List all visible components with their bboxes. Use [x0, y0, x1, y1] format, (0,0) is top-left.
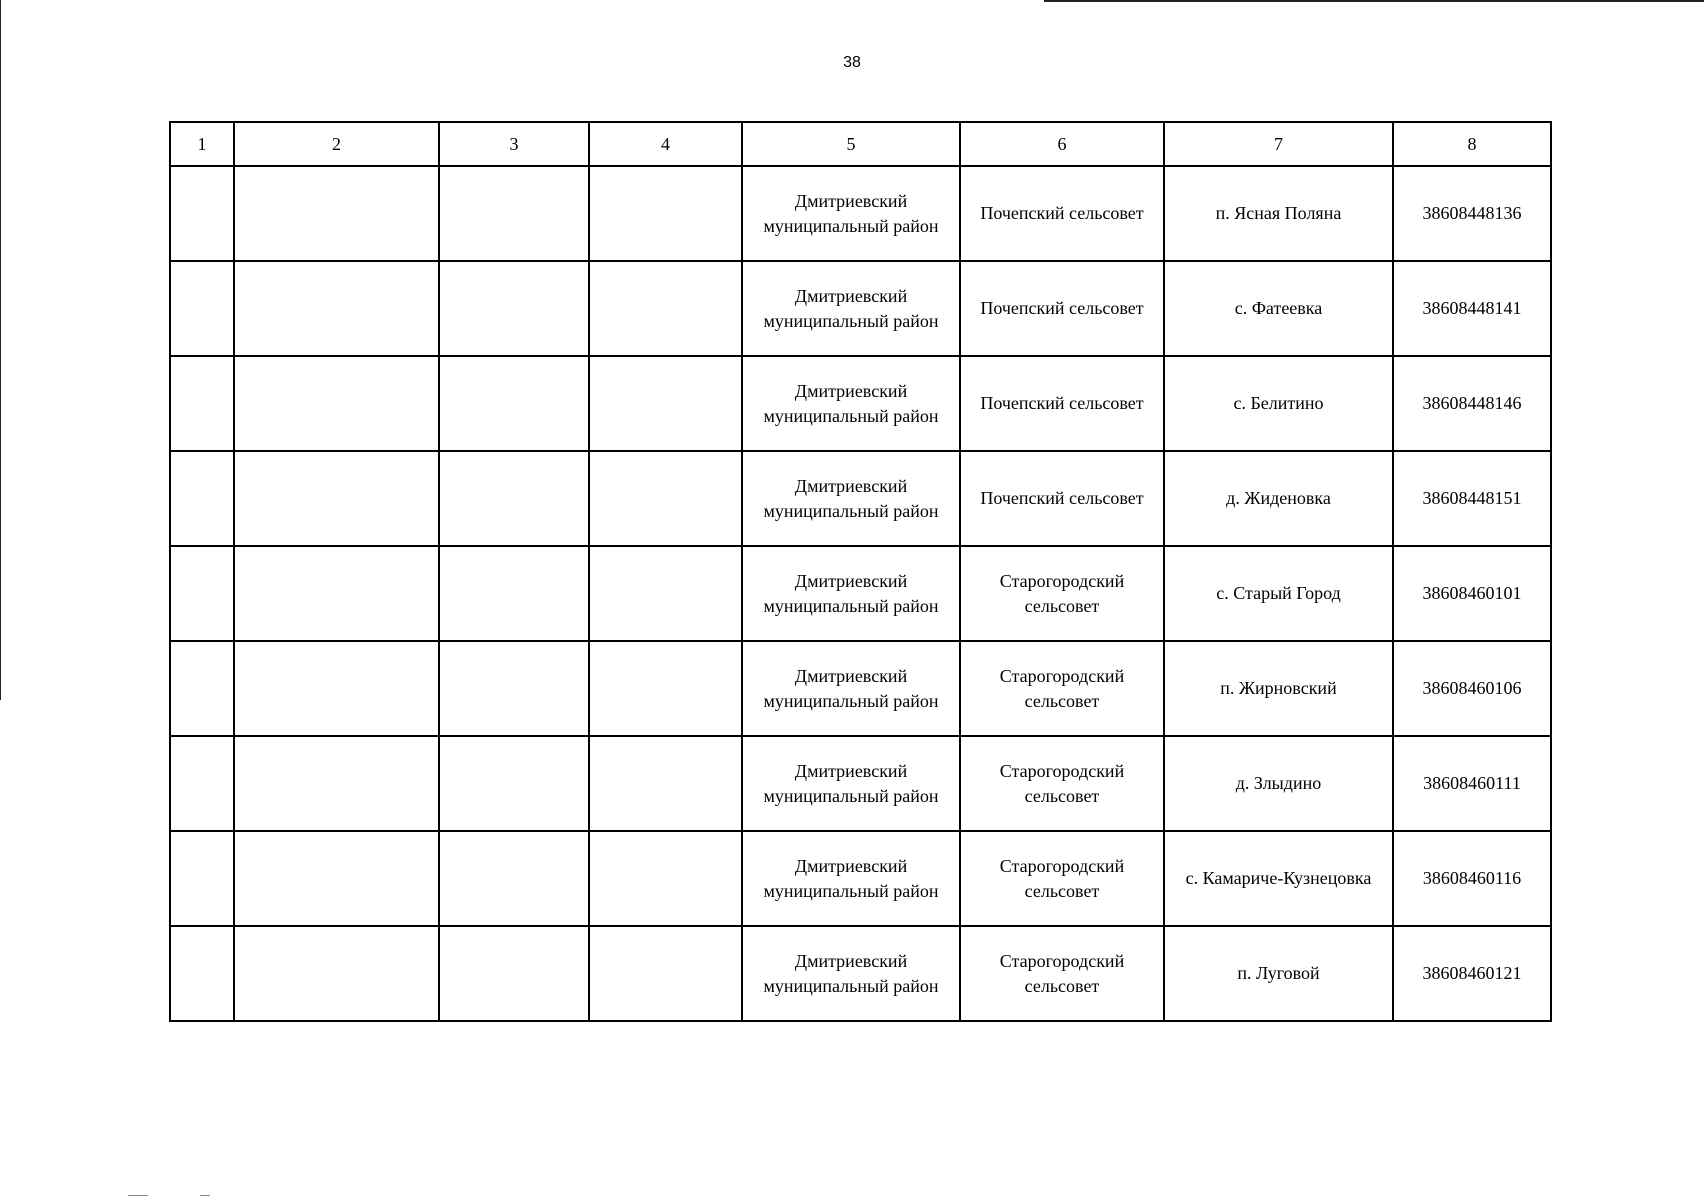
- scan-border-left: [0, 0, 1, 700]
- cell-code: 38608448141: [1393, 261, 1551, 356]
- cell-council: Почепский сельсовет: [960, 261, 1164, 356]
- header-cell-7: 7: [1164, 122, 1393, 166]
- cell-col4: [589, 926, 742, 1021]
- cell-code: 38608460101: [1393, 546, 1551, 641]
- cell-settlement: с. Старый Город: [1164, 546, 1393, 641]
- cell-col1: [170, 641, 234, 736]
- cell-col4: [589, 356, 742, 451]
- cell-settlement: д. Жиденовка: [1164, 451, 1393, 546]
- cell-col2: [234, 546, 439, 641]
- cell-col2: [234, 641, 439, 736]
- page-number: 38: [843, 54, 861, 71]
- cell-col3: [439, 546, 589, 641]
- cell-col1: [170, 261, 234, 356]
- cell-code: 38608460106: [1393, 641, 1551, 736]
- cell-col1: [170, 926, 234, 1021]
- cell-district: Дмитриевский муниципальный район: [742, 356, 960, 451]
- table-row: [170, 831, 1551, 926]
- cell-settlement: с. Камариче-Кузнецовка: [1164, 831, 1393, 926]
- cell-settlement: п. Луговой: [1164, 926, 1393, 1021]
- header-cell-1: 1: [170, 122, 234, 166]
- table-row: [170, 451, 1551, 546]
- scan-border-top: [1044, 0, 1704, 2]
- cell-council: Старогородский сельсовет: [960, 736, 1164, 831]
- cell-col3: [439, 736, 589, 831]
- table-row: [170, 261, 1551, 356]
- cell-col1: [170, 546, 234, 641]
- cell-col2: [234, 451, 439, 546]
- cell-district: Дмитриевский муниципальный район: [742, 261, 960, 356]
- cell-col4: [589, 641, 742, 736]
- cell-settlement: с. Белитино: [1164, 356, 1393, 451]
- cell-council: Старогородский сельсовет: [960, 641, 1164, 736]
- settlements-table: [169, 121, 1552, 1022]
- cell-col3: [439, 641, 589, 736]
- cell-col3: [439, 451, 589, 546]
- cell-col1: [170, 451, 234, 546]
- cell-col2: [234, 356, 439, 451]
- header-cell-5: 5: [742, 122, 960, 166]
- cell-col3: [439, 356, 589, 451]
- cell-district: Дмитриевский муниципальный район: [742, 451, 960, 546]
- cell-col1: [170, 831, 234, 926]
- header-cell-6: 6: [960, 122, 1164, 166]
- cell-col1: [170, 166, 234, 261]
- cell-code: 38608448151: [1393, 451, 1551, 546]
- cell-district: Дмитриевский муниципальный район: [742, 831, 960, 926]
- cell-council: Почепский сельсовет: [960, 166, 1164, 261]
- cell-council: Почепский сельсовет: [960, 451, 1164, 546]
- cell-district: Дмитриевский муниципальный район: [742, 926, 960, 1021]
- cell-code: 38608460111: [1393, 736, 1551, 831]
- cell-col4: [589, 451, 742, 546]
- cell-settlement: д. Злыдино: [1164, 736, 1393, 831]
- cell-council: Старогородский сельсовет: [960, 831, 1164, 926]
- cell-col3: [439, 926, 589, 1021]
- cell-district: Дмитриевский муниципальный район: [742, 641, 960, 736]
- table-row: [170, 736, 1551, 831]
- cell-settlement: с. Фатеевка: [1164, 261, 1393, 356]
- cell-col2: [234, 831, 439, 926]
- cell-col4: [589, 831, 742, 926]
- cell-code: 38608460116: [1393, 831, 1551, 926]
- cell-col2: [234, 926, 439, 1021]
- cell-council: Почепский сельсовет: [960, 356, 1164, 451]
- cell-col3: [439, 831, 589, 926]
- cell-district: Дмитриевский муниципальный район: [742, 546, 960, 641]
- table-row: [170, 166, 1551, 261]
- cell-district: Дмитриевский муниципальный район: [742, 736, 960, 831]
- table-row: [170, 356, 1551, 451]
- cell-code: 38608460121: [1393, 926, 1551, 1021]
- cell-col4: [589, 546, 742, 641]
- cell-settlement: п. Жирновский: [1164, 641, 1393, 736]
- cell-settlement: п. Ясная Поляна: [1164, 166, 1393, 261]
- cell-col2: [234, 736, 439, 831]
- cell-council: Старогородский сельсовет: [960, 546, 1164, 641]
- header-cell-4: 4: [589, 122, 742, 166]
- scan-mark: [200, 1195, 210, 1196]
- cell-council: Старогородский сельсовет: [960, 926, 1164, 1021]
- cell-col4: [589, 166, 742, 261]
- cell-col1: [170, 736, 234, 831]
- cell-col4: [589, 261, 742, 356]
- cell-code: 38608448136: [1393, 166, 1551, 261]
- cell-col2: [234, 261, 439, 356]
- cell-col3: [439, 166, 589, 261]
- header-cell-2: 2: [234, 122, 439, 166]
- cell-col1: [170, 356, 234, 451]
- header-cell-3: 3: [439, 122, 589, 166]
- scan-mark: [128, 1195, 148, 1196]
- header-row: [170, 122, 1551, 166]
- cell-district: Дмитриевский муниципальный район: [742, 166, 960, 261]
- cell-col2: [234, 166, 439, 261]
- table-row: [170, 546, 1551, 641]
- table-row: [170, 926, 1551, 1021]
- header-cell-8: 8: [1393, 122, 1551, 166]
- table-row: [170, 641, 1551, 736]
- cell-code: 38608448146: [1393, 356, 1551, 451]
- cell-col4: [589, 736, 742, 831]
- cell-col3: [439, 261, 589, 356]
